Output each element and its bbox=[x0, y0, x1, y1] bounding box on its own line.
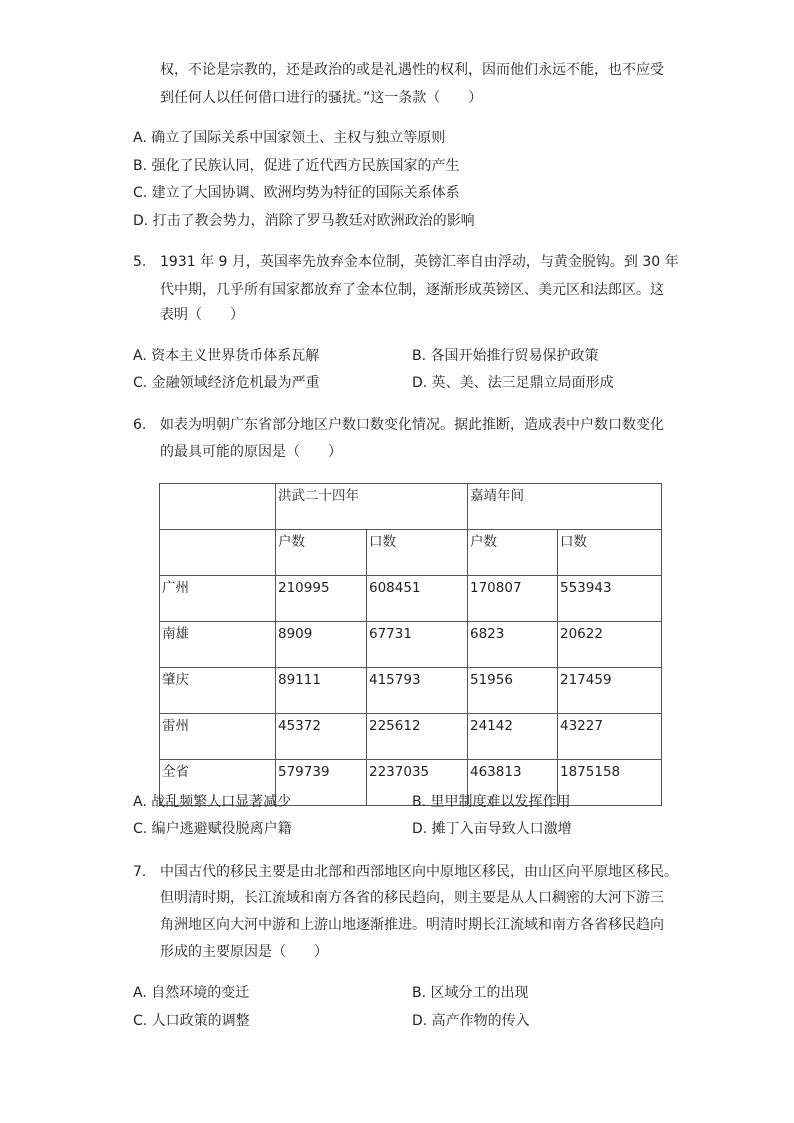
q7-option-b: B. 区域分工的出现 bbox=[412, 985, 529, 1001]
table-header-row bbox=[160, 484, 662, 530]
q6-option-a: A. 战乱频繁人口显著减少 bbox=[133, 794, 292, 810]
table-cell: 全省 bbox=[160, 760, 276, 806]
q6-text-line-1: 如表为明朝广东省部分地区户数口数变化情况。据此推断，造成表中户数口数变化 bbox=[160, 417, 664, 433]
population-table bbox=[159, 483, 662, 806]
table-row bbox=[160, 714, 662, 760]
q6-text-line-2: 的最具可能的原因是（ ） bbox=[160, 444, 342, 460]
q5-option-b: B. 各国开始推行贸易保护政策 bbox=[412, 348, 599, 364]
table-cell: 553943 bbox=[558, 576, 662, 622]
table-subheader: 口数 bbox=[367, 530, 468, 576]
q6-number: 6. bbox=[133, 417, 147, 433]
table-cell: 6823 bbox=[468, 622, 558, 668]
q7-text-line-1: 中国古代的移民主要是由北部和西部地区向中原地区移民，由山区向平原地区移民。 bbox=[160, 864, 678, 880]
table-cell: 1875158 bbox=[558, 760, 662, 806]
table-cell: 8909 bbox=[276, 622, 367, 668]
table-cell: 225612 bbox=[367, 714, 468, 760]
table-cell: 南雄 bbox=[160, 622, 276, 668]
q6-option-d: D. 摊丁入亩导致人口激增 bbox=[412, 821, 572, 837]
table-cell: 43227 bbox=[558, 714, 662, 760]
q4-option-a: A. 确立了国际关系中国家领土、主权与独立等原则 bbox=[133, 130, 446, 146]
table-corner-cell bbox=[160, 484, 276, 530]
q4-option-c: C. 建立了大国协调、欧洲均势为特征的国际关系体系 bbox=[133, 185, 460, 201]
table-cell: 67731 bbox=[367, 622, 468, 668]
q5-number: 5. bbox=[133, 254, 147, 270]
table-cell: 24142 bbox=[468, 714, 558, 760]
table-cell: 415793 bbox=[367, 668, 468, 714]
q4-text-line-2: 到任何人以任何借口进行的骚扰。”这一条款（ ） bbox=[160, 90, 483, 106]
q7-option-d: D. 高产作物的传入 bbox=[412, 1013, 530, 1029]
table-cell: 2237035 bbox=[367, 760, 468, 806]
table-cell: 170807 bbox=[468, 576, 558, 622]
table-subheader-row bbox=[160, 530, 662, 576]
q7-option-a: A. 自然环境的变迁 bbox=[133, 985, 250, 1001]
table-cell: 579739 bbox=[276, 760, 367, 806]
q7-option-c: C. 人口政策的调整 bbox=[133, 1013, 250, 1029]
q7-text-line-3: 角洲地区向大河中游和上游山地逐渐推进。明清时期长江流域和南方各省移民趋向 bbox=[160, 917, 664, 933]
q4-text-line-1: 权，不论是宗教的，还是政治的或是礼遇性的权利，因而他们永远不能，也不应受 bbox=[160, 62, 664, 78]
table-row bbox=[160, 622, 662, 668]
table-cell: 45372 bbox=[276, 714, 367, 760]
table-subheader: 户数 bbox=[276, 530, 367, 576]
q6-option-b: B. 里甲制度难以发挥作用 bbox=[412, 794, 571, 810]
q7-text-line-4: 形成的主要原因是（ ） bbox=[160, 944, 328, 960]
q5-option-d: D. 英、美、法三足鼎立局面形成 bbox=[412, 375, 614, 391]
table-cell: 20622 bbox=[558, 622, 662, 668]
table-row bbox=[160, 668, 662, 714]
q7-number: 7. bbox=[133, 864, 147, 880]
q5-option-c: C. 金融领域经济危机最为严重 bbox=[133, 375, 320, 391]
table-cell: 89111 bbox=[276, 668, 367, 714]
table-period-header: 洪武二十四年 bbox=[276, 484, 468, 530]
table-cell: 217459 bbox=[558, 668, 662, 714]
q4-option-d: D. 打击了教会势力，消除了罗马教廷对欧洲政治的影响 bbox=[133, 213, 475, 229]
q5-text-line-2: 代中期，几乎所有国家都放弃了金本位制，逐渐形成英镑区、美元区和法郎区。这 bbox=[160, 282, 664, 298]
q4-option-b: B. 强化了民族认同，促进了近代西方民族国家的产生 bbox=[133, 158, 460, 174]
q5-option-a: A. 资本主义世界货币体系瓦解 bbox=[133, 348, 320, 364]
q5-text-line-3: 表明（ ） bbox=[160, 307, 244, 323]
table-cell: 51956 bbox=[468, 668, 558, 714]
table-cell: 463813 bbox=[468, 760, 558, 806]
table-corner-cell bbox=[160, 530, 276, 576]
table-row bbox=[160, 576, 662, 622]
table-cell: 肇庆 bbox=[160, 668, 276, 714]
table-cell: 210995 bbox=[276, 576, 367, 622]
table-cell: 608451 bbox=[367, 576, 468, 622]
q5-text-line-1: 1931 年 9 月，英国率先放弃金本位制，英镑汇率自由浮动，与黄金脱钩。到 30 年 bbox=[160, 254, 679, 270]
table-period-header: 嘉靖年间 bbox=[468, 484, 662, 530]
q7-text-line-2: 但明清时期，长江流域和南方各省的移民趋向，则主要是从人口稠密的大河下游三 bbox=[160, 890, 664, 906]
table-subheader: 户数 bbox=[468, 530, 558, 576]
table-cell: 雷州 bbox=[160, 714, 276, 760]
table-subheader: 口数 bbox=[558, 530, 662, 576]
table-cell: 广州 bbox=[160, 576, 276, 622]
q6-option-c: C. 编户逃避赋役脱离户籍 bbox=[133, 821, 292, 837]
